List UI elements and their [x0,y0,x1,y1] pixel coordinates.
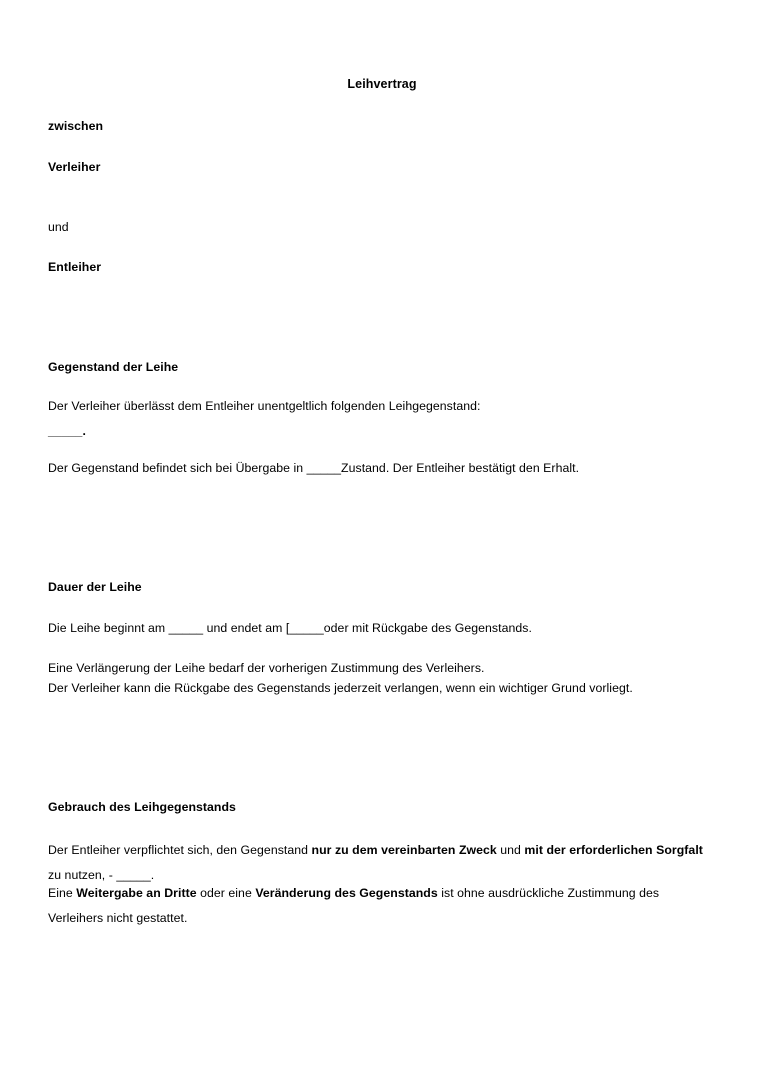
section-dauer-line-3: Der Verleiher kann die Rückgabe des Gegenstands jederzeit verlangen, wenn ein wichtiger Grund vorliegt. [48,681,633,695]
gebrauch-p2-text-2: oder eine [196,886,256,900]
page-title: Leihvertrag [347,77,417,91]
parties-between-label: zwischen [48,119,104,133]
gebrauch-p1-emphasis-2: mit der erforderlichen Sorgfalt [524,843,703,857]
section-gegenstand-blank-field[interactable]: _____. [48,424,86,438]
section-dauer-line-2: Eine Verlängerung der Leihe bedarf der vorherigen Zustimmung des Verleihers. [48,661,485,675]
section-heading-gegenstand-der-leihe: Gegenstand der Leihe [48,360,179,374]
section-gebrauch-paragraph-2 [48,881,716,931]
gebrauch-p1-emphasis-1: nur zu dem vereinbarten Zweck [311,843,497,857]
section-heading-gebrauch-des-leihgegenstands: Gebrauch des Leihgegenstands [48,800,236,814]
gebrauch-p2-emphasis-2: Veränderung des Gegenstands [255,886,438,900]
parties-borrower-label: Entleiher [48,260,102,274]
gebrauch-p1-text-2: und [496,843,525,857]
gebrauch-p2-emphasis-1: Weitergabe an Dritte [76,886,197,900]
gebrauch-p1-text-1: Der Entleiher verpflichtet sich, den Gegenstand [48,843,312,857]
gebrauch-p1-text-3: zu nutzen, - _____. [48,868,155,882]
gebrauch-p2-text-3: ist ohne ausdrückliche Zustimmung des Verleihers nicht gestattet. [48,886,660,925]
section-dauer-line-1: Die Leihe beginnt am _____ und endet am [_____oder mit Rückgabe des Gegenstands. [48,621,532,635]
section-gegenstand-line-3: Der Gegenstand befindet sich bei Übergabe in _____Zustand. Der Entleiher bestätigt den Erhalt. [48,461,580,475]
parties-conjunction: und [48,220,69,234]
section-heading-dauer-der-leihe: Dauer der Leihe [48,580,142,594]
parties-lender-label: Verleiher [48,160,101,174]
gebrauch-p2-text-1: Eine [48,886,77,900]
section-gegenstand-line-1: Der Verleiher überlässt dem Entleiher unentgeltlich folgenden Leihgegenstand: [48,399,481,413]
